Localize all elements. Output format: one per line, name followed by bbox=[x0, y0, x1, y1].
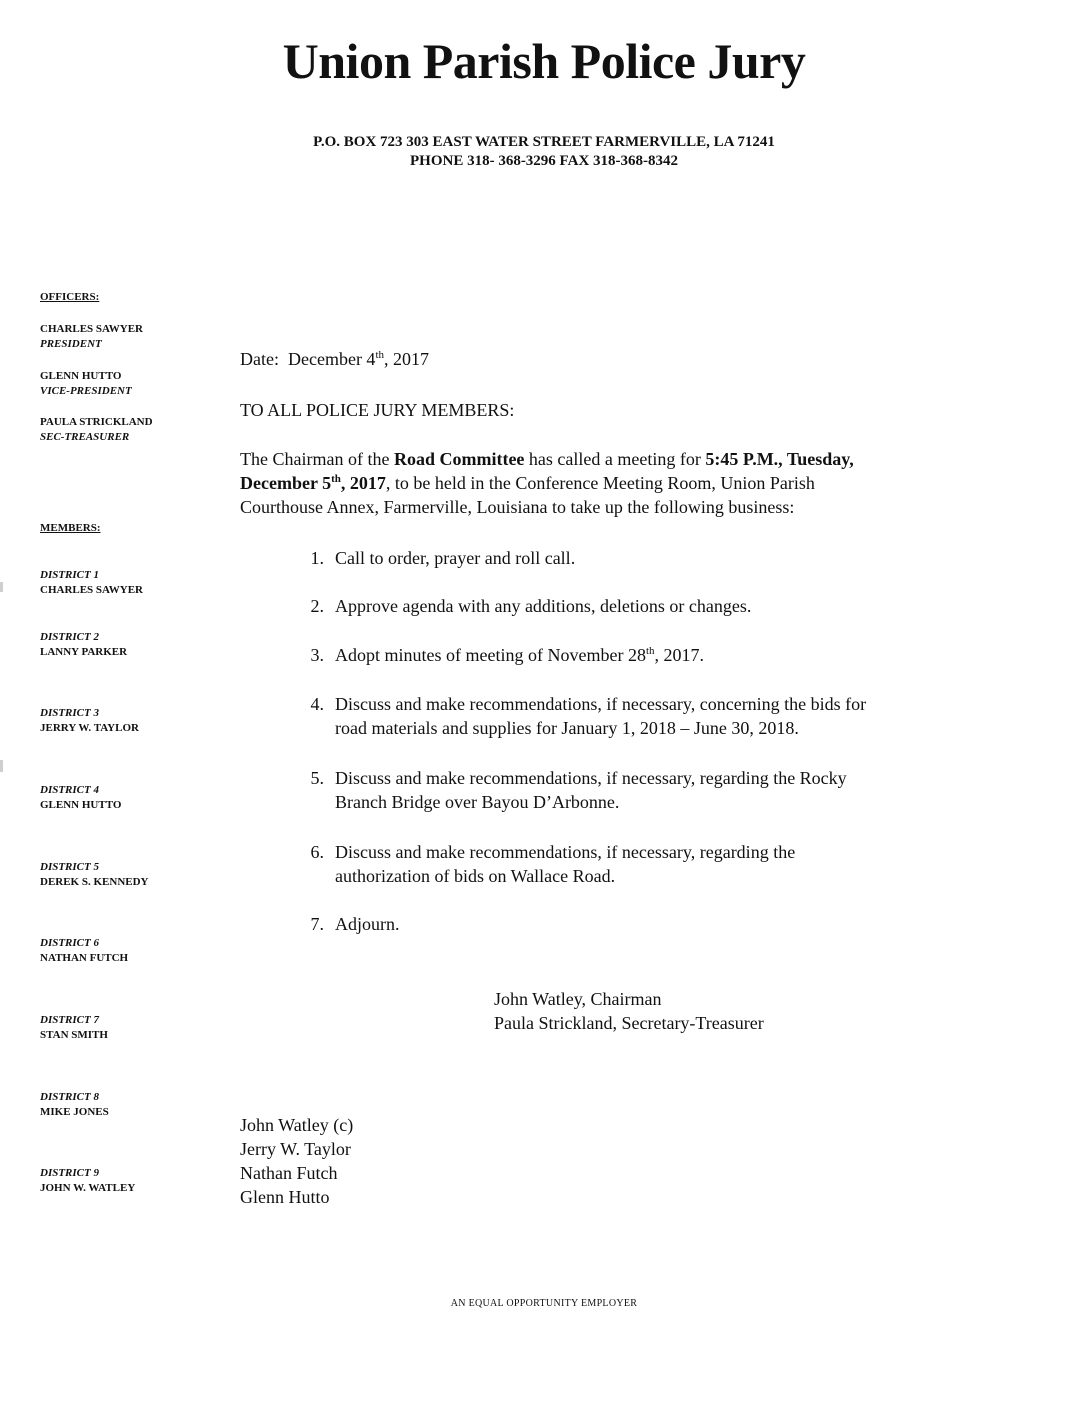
member-name: STAN SMITH bbox=[40, 1029, 108, 1041]
intro-text: , to be held in the Conference Meeting Room, Union Parish bbox=[385, 473, 815, 493]
member-district: DISTRICT 5 bbox=[40, 861, 99, 873]
member-district: DISTRICT 2 bbox=[40, 631, 99, 643]
officer-name: GLENN HUTTO bbox=[40, 370, 122, 382]
member-name: NATHAN FUTCH bbox=[40, 952, 129, 964]
officer-entry bbox=[40, 322, 143, 352]
agenda-number: 3. bbox=[310, 645, 324, 665]
salutation: TO ALL POLICE JURY MEMBERS: bbox=[240, 400, 515, 420]
signature-secretary: Paula Strickland, Secretary-Treasurer bbox=[494, 1013, 764, 1033]
date-line bbox=[240, 347, 429, 371]
footer-note: AN EQUAL OPPORTUNITY EMPLOYER bbox=[450, 1298, 638, 1309]
officer-entry bbox=[40, 415, 153, 445]
member-name: GLENN HUTTO bbox=[40, 799, 122, 811]
member-district: DISTRICT 9 bbox=[40, 1167, 99, 1179]
member-district: DISTRICT 7 bbox=[40, 1014, 99, 1026]
agenda-text: Discuss and make recommendations, if necessary, concerning the bids for bbox=[335, 694, 867, 714]
meeting-year: , 2017 bbox=[340, 473, 386, 493]
officer-entry bbox=[40, 369, 132, 399]
agenda-number: 1. bbox=[310, 548, 324, 568]
intro-paragraph bbox=[240, 447, 854, 519]
member-name: LANNY PARKER bbox=[40, 646, 128, 658]
agenda-text: Discuss and make recommendations, if necessary, regarding the bbox=[335, 842, 796, 862]
date-suffix: th bbox=[375, 349, 384, 361]
committee-member: Nathan Futch bbox=[240, 1163, 338, 1183]
member-entry bbox=[40, 936, 128, 966]
agenda-text: Call to order, prayer and roll call. bbox=[335, 548, 576, 568]
member-name: CHARLES SAWYER bbox=[40, 584, 143, 596]
member-district: DISTRICT 1 bbox=[40, 569, 99, 581]
member-entry bbox=[40, 1166, 135, 1196]
agenda-number: 5. bbox=[310, 768, 324, 788]
agenda-number: 2. bbox=[310, 596, 324, 616]
date-value: December 4 bbox=[287, 349, 376, 369]
member-entry bbox=[40, 568, 143, 598]
agenda-date-suffix: th bbox=[645, 645, 655, 657]
meeting-date: December 5 bbox=[240, 473, 332, 493]
intro-text: Courthouse Annex, Farmerville, Louisiana to take up the following business: bbox=[240, 497, 795, 517]
scan-artifact bbox=[0, 760, 3, 772]
officer-name: PAULA STRICKLAND bbox=[40, 416, 153, 428]
officer-role: SEC-TREASURER bbox=[40, 431, 130, 443]
agenda-text: Discuss and make recommendations, if necessary, regarding the Rocky bbox=[335, 768, 847, 788]
agenda-text: road materials and supplies for January 1, 2018 – June 30, 2018. bbox=[335, 718, 799, 738]
member-name: DEREK S. KENNEDY bbox=[40, 876, 149, 888]
member-name: JOHN W. WATLEY bbox=[40, 1182, 136, 1194]
agenda-number: 7. bbox=[310, 914, 324, 934]
address-line: P.O. BOX 723 303 EAST WATER STREET FARMERVILLE, LA 71241 bbox=[313, 134, 775, 150]
date-year: , 2017 bbox=[384, 349, 429, 369]
phone-fax-line: PHONE 318- 368-3296 FAX 318-368-8342 bbox=[409, 153, 679, 169]
member-district: DISTRICT 4 bbox=[40, 784, 99, 796]
agenda-number: 6. bbox=[310, 842, 324, 862]
agenda-text: Adjourn. bbox=[335, 914, 400, 934]
officer-role: VICE-PRESIDENT bbox=[40, 385, 132, 397]
committee-member: John Watley (c) bbox=[240, 1115, 354, 1135]
signature-chairman: John Watley, Chairman bbox=[494, 989, 662, 1009]
officer-name: CHARLES SAWYER bbox=[40, 323, 143, 335]
members-heading: MEMBERS: bbox=[40, 522, 101, 534]
intro-text: The Chairman of the bbox=[240, 449, 394, 469]
member-district: DISTRICT 6 bbox=[40, 937, 99, 949]
member-district: DISTRICT 8 bbox=[40, 1091, 99, 1103]
member-district: DISTRICT 3 bbox=[40, 707, 99, 719]
member-entry bbox=[40, 860, 149, 890]
member-entry bbox=[40, 1090, 109, 1120]
committee-members bbox=[240, 1113, 353, 1209]
agenda-text: Approve agenda with any additions, deletions or changes. bbox=[335, 596, 752, 616]
committee-member: Glenn Hutto bbox=[240, 1187, 330, 1207]
agenda-text: authorization of bids on Wallace Road. bbox=[335, 866, 616, 886]
meeting-time: 5:45 P.M., Tuesday, bbox=[705, 449, 854, 469]
scan-artifact bbox=[0, 582, 3, 592]
date-label: Date: bbox=[240, 349, 279, 369]
agenda-text: Adopt minutes of meeting of November 28 bbox=[335, 645, 646, 665]
committee-name: Road Committee bbox=[393, 449, 525, 469]
member-entry bbox=[40, 630, 127, 660]
agenda-number: 4. bbox=[310, 694, 324, 714]
agenda-text: Branch Bridge over Bayou D’Arbonne. bbox=[335, 792, 620, 812]
member-entry bbox=[40, 783, 121, 813]
member-name: JERRY W. TAYLOR bbox=[40, 722, 139, 734]
member-entry bbox=[40, 706, 139, 736]
agenda-text: , 2017. bbox=[654, 645, 705, 665]
organization-title: Union Parish Police Jury bbox=[282, 33, 806, 89]
signature-block bbox=[494, 987, 764, 1035]
member-name: MIKE JONES bbox=[40, 1106, 109, 1118]
officers-heading: OFFICERS: bbox=[40, 291, 100, 303]
officer-role: PRESIDENT bbox=[40, 338, 102, 350]
intro-text: has called a meeting for bbox=[524, 449, 706, 469]
meeting-date-suffix: th bbox=[331, 473, 341, 485]
committee-member: Jerry W. Taylor bbox=[240, 1139, 351, 1159]
member-entry bbox=[40, 1013, 108, 1043]
